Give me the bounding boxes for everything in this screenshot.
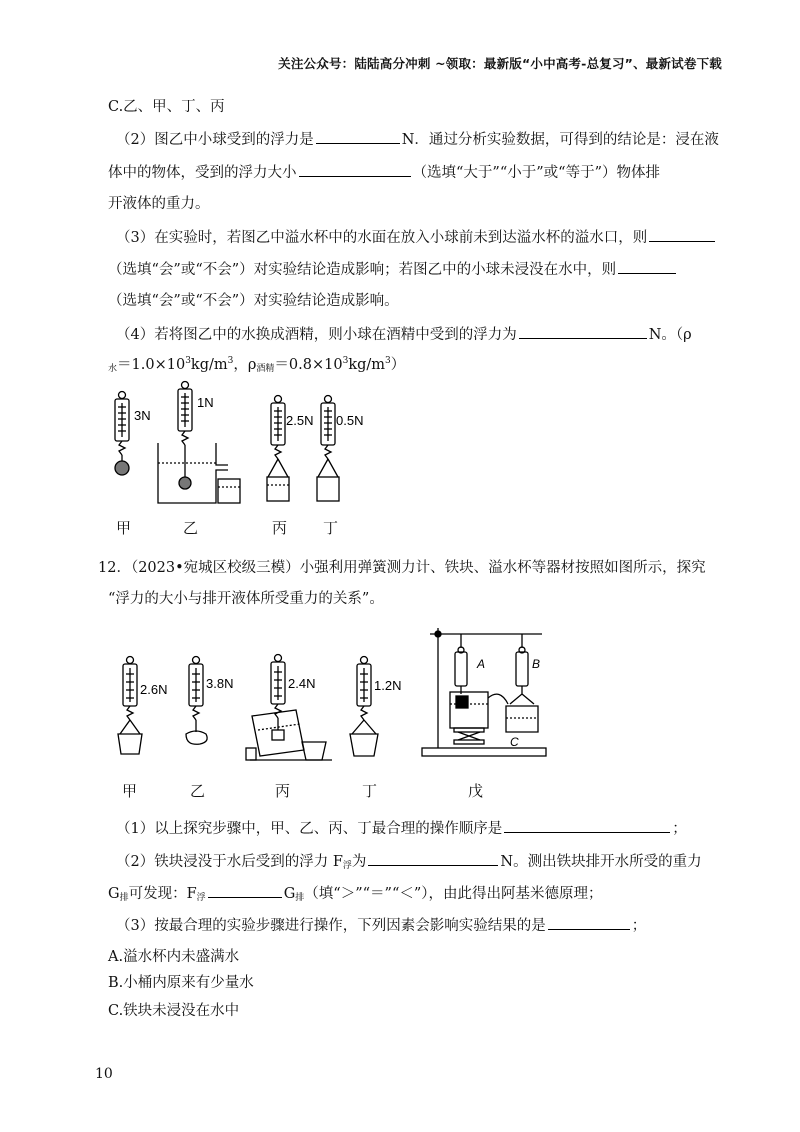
reading-yi: 3.8N [206,676,234,691]
q11-part3-line2: （选填“会”或“不会”）对实验结论造成影响；若图乙中的小球未浸没在水中，则 [108,259,678,280]
spring-scale-yi [189,657,203,733]
spring-scale-ding [352,657,376,735]
small-beaker [218,479,240,503]
bucket [506,706,538,732]
small-bucket [118,734,142,754]
spring-scale-jia [120,657,140,735]
iron-block [456,696,468,708]
fig-label-ding: 丁 [362,782,378,800]
answer-blank[interactable] [208,883,282,898]
q11-part4-line1: （4）若将图乙中的水换成酒精，则小球在酒精中受到的浮力为 N。（ρ [116,324,692,345]
fig-label-bing: 丙 [275,782,291,800]
q11-part2-line3: 开液体的重力。 [108,196,210,212]
answer-blank[interactable] [548,915,630,930]
answer-blank[interactable] [618,259,676,274]
fig-label-jia: 甲 [122,782,138,800]
tilted-overflow-cup [252,710,304,756]
ball [115,461,129,475]
q11-part4-line2: $_水=1.0\times 10^3kg/m^3$，$\rho_{酒精}=0.8\times 10^3kg/m^3$） [108,356,406,374]
q11-part3-line1: （3）在实验时，若图乙中溢水杯中的水面在放入小球前未到达溢水杯的溢水口，则 [116,227,717,248]
fig-label-yi: 乙 [190,782,206,800]
answer-blank[interactable] [316,129,400,144]
q12-option-c: C.铁块未浸没在水中 [108,1003,240,1019]
spring-scale-bing [268,396,288,478]
reading-ding: 1.2N [374,678,402,693]
page-number: 10 [95,1066,113,1082]
empty-bucket [317,477,339,501]
reading-bing: 2.4N [288,676,316,691]
fig-label-wu: 戊 [468,782,484,800]
reading-jia: 3N [134,408,151,423]
q12-option-b: B.小桶内原来有少量水 [108,975,254,991]
q11-part2-line1: （2）图乙中小球受到的浮力是 N．通过分析实验数据，可得到的结论是：浸在液 [116,129,719,150]
spout [488,694,508,704]
answer-blank[interactable] [368,851,498,866]
page-header: 关注公众号：陆陆高分冲刺 ~领取：最新版“小中高考-总复习”、最新试卷下载 [278,56,722,71]
spring-scale-yi [178,382,192,479]
q11-part3-line3: （选填“会”或“不会”）对实验结论造成影响。 [108,293,399,309]
answer-blank[interactable] [519,324,647,339]
reading-yi: 1N [197,395,214,410]
reading-bing: 2.5N [286,413,314,428]
lift-table [458,732,480,740]
fig-label-yi: 乙 [183,519,199,537]
answer-blank[interactable] [504,818,670,833]
q11-part2-line2: 体中的物体，受到的浮力大小 （选填“大于”“小于”或“等于”）物体排 [108,162,660,183]
answer-blank[interactable] [299,162,411,177]
q12-experiment-figure [100,622,550,772]
q12-part2-line2: $G_排$可发现：$F_浮$ $G_排$（填“＞”“＝”“＜”），由此得出阿基米德原理； [108,883,603,908]
q12-title-line2: “浮力的大小与排开液体所受重力的关系”。 [108,591,384,607]
bucket-with-water [267,477,289,501]
iron-block [186,731,207,744]
apparatus-label-a: A [477,657,486,671]
spring-scale-bing [271,655,285,731]
spring-scale-jia [115,392,129,462]
bucket-with-water [350,734,378,756]
catch-bucket [302,742,326,760]
q11-experiment-figure [100,375,364,515]
q11-option-c: C.乙、甲、丁、丙 [108,99,225,115]
fig-label-jia: 甲 [116,519,132,537]
reading-jia: 2.6N [140,682,168,697]
answer-blank[interactable] [649,227,715,242]
q12-title-line1: 12．（2023•宛城区校级三模）小强利用弹簧测力计、铁块、溢水杯等器材按照如图所示，探究 [98,560,706,576]
apparatus-label-c: C [510,735,519,749]
fig-label-bing: 丙 [272,519,288,537]
q12-part2-line1: （2）铁块浸没于水后受到的浮力 $F_浮$为 N。测出铁块排开水所受的重力 [116,851,702,876]
apparatus-stand [422,628,546,756]
reading-ding: 0.5N [336,413,364,428]
apparatus-label-b: B [532,657,541,671]
q12-part3: （3）按最合理的实验步骤进行操作，下列因素会影响实验结果的是 ； [116,915,646,936]
q12-option-a: A.溢水杯内未盛满水 [108,949,240,965]
spring-scale-ding [318,396,338,478]
q12-part1: （1）以上探究步骤中，甲、乙、丙、丁最合理的操作顺序是 ； [116,818,687,839]
fig-label-ding: 丁 [323,519,339,537]
